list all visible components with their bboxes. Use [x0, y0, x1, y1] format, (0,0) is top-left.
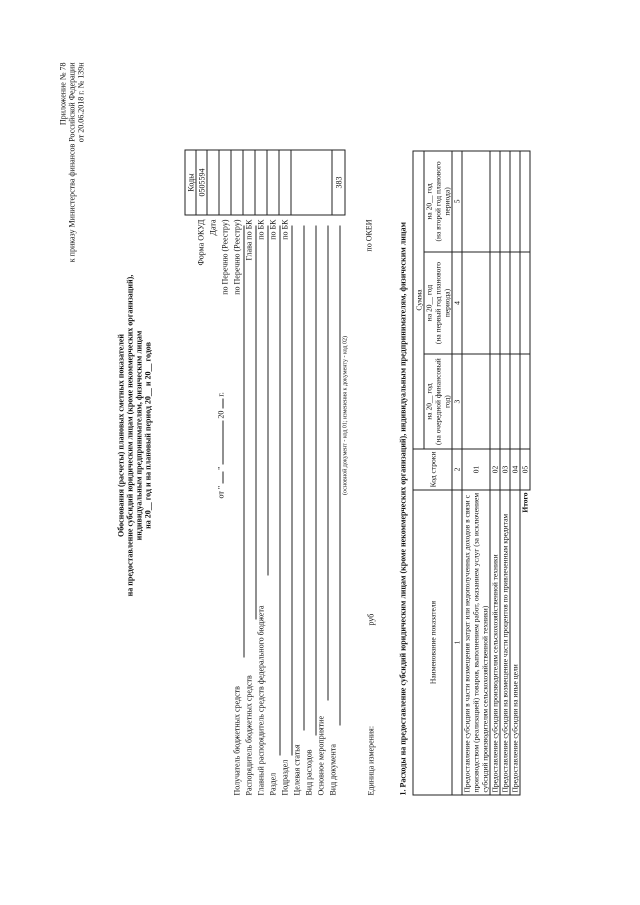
row-code: 03 — [500, 449, 510, 490]
col-num-1: 1 — [452, 490, 462, 795]
row-value-year-2 — [490, 251, 500, 353]
row-name: Предоставление субсидии на возмещение части процентов по привлеченным кредитам — [500, 490, 510, 795]
row-value-year-2 — [500, 251, 510, 353]
total-year-1 — [520, 354, 530, 449]
appendix-number: Приложение № 78 — [58, 62, 67, 125]
label-bk-3: по БК — [280, 219, 289, 240]
code-empty — [291, 150, 332, 215]
unit-value: руб — [366, 613, 375, 625]
row-value-year-3 — [500, 151, 510, 252]
row-code: 02 — [490, 449, 500, 490]
table-row — [462, 151, 490, 795]
fields-list — [232, 605, 340, 795]
label-okud: Форма ОКУД — [196, 219, 205, 266]
row-value-year-1 — [462, 354, 490, 449]
col-year-2-a: на 20__ год — [424, 284, 433, 321]
title-line-3: индивидуальным предпринимателям, физическим лицам — [134, 330, 143, 540]
row-value-year-2 — [510, 251, 520, 353]
expenses-table — [412, 150, 530, 795]
field-distributor: Распорядитель бюджетных средств — [244, 674, 253, 795]
col-year-2-header — [424, 251, 452, 353]
row-value-year-1 — [500, 354, 510, 449]
row-code: 04 — [510, 449, 520, 490]
code-date — [207, 150, 219, 215]
col-year-2-b: (на первый год планового периода) — [433, 261, 451, 344]
date-line — [216, 392, 225, 498]
row-name: Предоставление субсидии в части возмещения затрат или недополученных доходов в связи с производством (реализацией) товаров, выполнением работ, оказанием услуг (за исключением субсидий производителям сельскохозяйственной техники) — [462, 490, 490, 795]
code-okud: 0505594 — [196, 150, 207, 215]
col-year-3-header — [424, 151, 452, 252]
label-reestr-2: по Перечню (Реестру) — [232, 219, 241, 295]
total-year-2 — [520, 251, 530, 353]
label-okei: по ОКЕИ — [364, 219, 373, 252]
codes-table — [184, 149, 345, 215]
field-subsection: Подраздел — [280, 759, 289, 795]
label-bk-1: по БК — [256, 219, 265, 240]
label-date: Дата — [208, 219, 217, 235]
row-value-year-2 — [462, 251, 490, 353]
col-year-1-a: на 20__ год — [424, 382, 433, 420]
field-chief-distributor: Главный распорядитель средств федерального бюджета — [256, 605, 265, 795]
row-name: Предоставление субсидии на иные цели — [510, 490, 520, 795]
row-value-year-3 — [510, 151, 520, 252]
table-row — [510, 151, 520, 795]
code-bk-1 — [255, 150, 267, 215]
code-bk-3 — [279, 150, 291, 215]
field-target-article: Целевая статья — [292, 743, 301, 795]
col-year-3-b: (на второй год планового периода) — [433, 160, 451, 242]
label-reestr-1: по Перечню (Реестру) — [220, 219, 229, 295]
date-quote: " — [216, 466, 225, 470]
col-code-header: Код строки — [413, 449, 452, 490]
appendix-order: к приказу Министерства финансов Российской Федерации — [67, 62, 76, 262]
date-year-suffix: г. — [216, 391, 225, 397]
code-reestr-2 — [231, 150, 243, 215]
code-reestr-1 — [219, 150, 231, 215]
document-title — [116, 175, 152, 695]
field-main-event: Основное мероприятие — [316, 715, 325, 795]
col-num-5: 5 — [452, 151, 462, 252]
row-value-year-1 — [490, 354, 500, 449]
total-year-3 — [520, 151, 530, 252]
column-numbers-row — [452, 151, 462, 795]
title-line-1: Обоснования (расчеты) плановых сметных показателей — [116, 333, 125, 537]
col-num-2: 2 — [452, 449, 462, 490]
field-section: Раздел — [268, 772, 277, 795]
label-bk-2: по БК — [268, 219, 277, 240]
date-from: от " — [216, 485, 225, 498]
section-title: 1. Расходы на предоставление субсидий юридическим лицам (кроме некоммерческих организаций), индивидуальным предпринимателям, физическим лицам — [398, 221, 407, 795]
field-doc-type: Вид документа — [328, 743, 337, 795]
unit-label: Единица измерения: — [366, 725, 375, 795]
col-num-4: 4 — [452, 251, 462, 353]
col-sum-header: Сумма — [413, 151, 424, 449]
appendix-date: от 20.06.2018 г. № 139н — [76, 62, 85, 142]
doc-type-note: (основной документ - код 01; изменения к документу - код 02) — [342, 335, 348, 495]
col-year-1-header — [424, 354, 452, 449]
row-name: Предоставление субсидии производителям сельскохозяйственной техники — [490, 490, 500, 795]
table-row — [490, 151, 500, 795]
row-value-year-3 — [462, 151, 490, 252]
appendix-block — [58, 62, 85, 362]
total-label: Итого — [520, 492, 530, 513]
codes-header: Коды — [185, 150, 196, 215]
total-row — [520, 151, 530, 795]
code-glava — [243, 150, 255, 215]
col-year-1-b: (на очередной финансовый год) — [433, 357, 451, 445]
date-year-prefix: 20 — [216, 410, 225, 419]
total-code: 05 — [520, 449, 530, 490]
code-bk-2 — [267, 150, 279, 215]
title-line-4: на 20__ год и на плановый период 20__ и 20__ годов — [143, 341, 152, 529]
table-row — [500, 151, 510, 795]
title-line-2: на предоставление субсидий юридическим лицам (кроме некоммерческих организаций), — [125, 274, 134, 596]
field-expense-type: Вид расходов — [304, 749, 313, 795]
field-recipient: Получатель бюджетных средств — [232, 685, 241, 795]
row-code: 01 — [462, 449, 490, 490]
code-okei: 383 — [332, 150, 345, 215]
row-value-year-1 — [510, 354, 520, 449]
label-glava: Глава по БК — [244, 219, 253, 260]
col-name-header: Наименование показателя — [413, 490, 452, 795]
row-value-year-3 — [490, 151, 500, 252]
codes-labels — [196, 219, 292, 315]
col-year-3-a: на 20__ год — [424, 182, 433, 220]
col-num-3: 3 — [452, 354, 462, 449]
